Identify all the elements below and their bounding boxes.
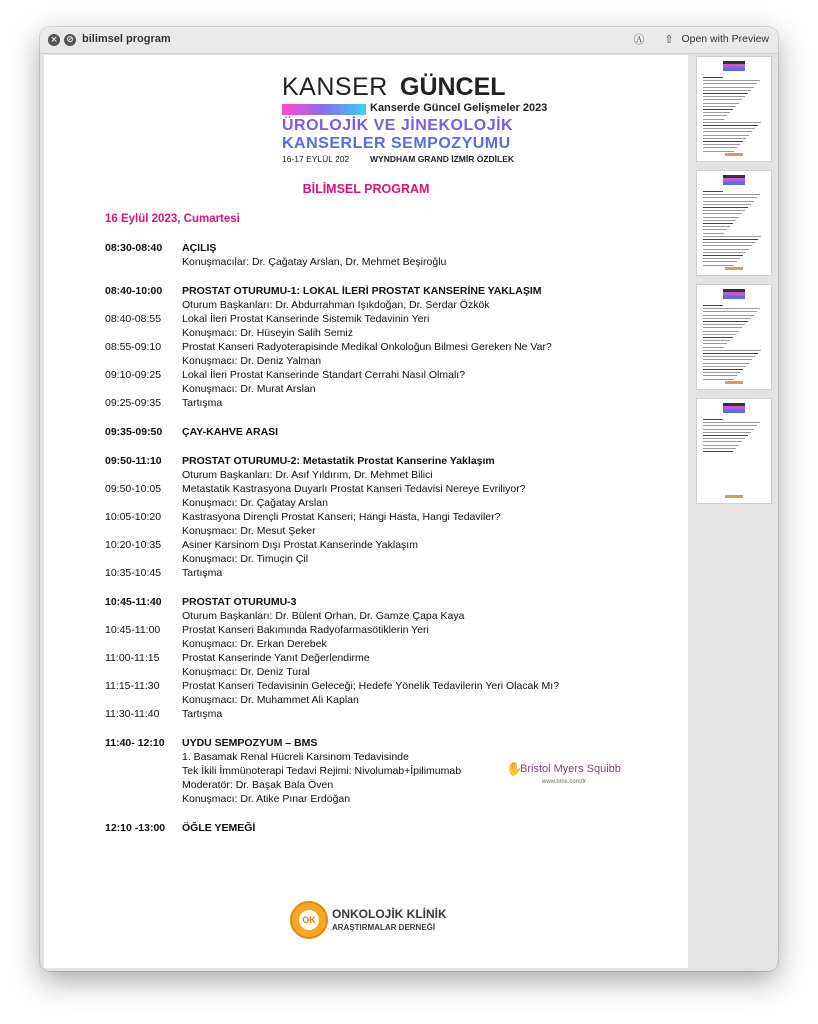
thumbnail-line	[703, 226, 730, 227]
logo-gradient-bar	[282, 104, 366, 115]
thumbnail-line	[703, 258, 740, 259]
schedule-time: 11:40- 12:10	[105, 737, 165, 749]
document-page[interactable]	[44, 55, 688, 968]
thumbnail-line	[703, 356, 755, 357]
thumbnail-line	[703, 337, 733, 338]
schedule-time: 10:45-11:40	[105, 596, 162, 608]
logo-venue: WYNDHAM GRAND İZMİR ÖZDİLEK	[370, 154, 515, 164]
schedule-time: 12:10 -13:00	[105, 822, 166, 834]
schedule-time: 08:55-09:10	[105, 341, 162, 353]
thumbnail-line	[703, 429, 754, 430]
schedule-time: 09:50-11:10	[105, 455, 162, 467]
logo-guncel: GÜNCEL	[400, 73, 506, 101]
thumbnail-line	[703, 131, 752, 132]
thumbnail-line	[703, 128, 755, 129]
thumbnail-line	[703, 213, 742, 214]
bms-name: Bristol Myers Squibb	[520, 763, 621, 775]
thumbnail-line	[703, 363, 749, 364]
schedule-text: Konuşmacı: Dr. Erkan Derebek	[182, 638, 327, 650]
schedule-text: Lokal İleri Prostat Kanserinde Sistemik Tedavinin Yeri	[182, 313, 430, 325]
thumbnail-footer-logo	[725, 381, 743, 384]
okad-line1: ONKOLOJİK KLİNİK	[332, 907, 447, 921]
thumbnail-line	[703, 353, 758, 354]
thumbnail-line	[703, 438, 745, 439]
okad-seal-text: OK	[299, 910, 319, 930]
thumbnail-line	[703, 451, 733, 452]
schedule-session-title: ÇAY-KAHVE ARASI	[182, 426, 279, 438]
schedule-time: 09:35-09:50	[105, 426, 163, 438]
thumbnail-line	[703, 122, 761, 123]
logo-line1: ÜROLOJİK VE JİNEKOLOJİK	[282, 117, 514, 134]
thumbnail-line	[703, 99, 742, 100]
schedule-text: Konuşmacı: Dr. Timuçin Çil	[182, 553, 309, 565]
thumbnail-line	[703, 265, 734, 266]
thumbnail-line	[703, 236, 761, 237]
schedule-text: 1. Basamak Renal Hücreli Karsinom Tedavisinde	[182, 751, 409, 763]
open-with-preview-button[interactable]: Open with Preview	[681, 33, 769, 45]
thumbnail-line	[703, 327, 742, 328]
bms-logo	[506, 761, 626, 791]
schedule-text: Prostat Kanseri Tedavisinin Geleceği; Hedefe Yönelik Tedavilerin Yeri Olacak Mı?	[182, 680, 560, 692]
page-thumbnail[interactable]	[697, 399, 771, 503]
program-title: BİLİMSEL PROGRAM	[302, 182, 430, 196]
thumbnail-line	[703, 147, 737, 148]
thumbnail-line	[703, 445, 739, 446]
schedule-session-title: AÇILIŞ	[182, 242, 217, 254]
thumbnail-logo	[723, 175, 745, 185]
thumbnail-line	[703, 109, 733, 110]
thumbnail-line	[703, 144, 740, 145]
schedule-time: 09:25-09:35	[105, 397, 162, 409]
thumbnail-line	[703, 96, 745, 97]
thumbnail-footer-logo	[725, 153, 743, 156]
thumbnail-line	[703, 425, 757, 426]
schedule-text: Tartışma	[182, 567, 223, 579]
schedule-text: Konuşmacı: Dr. Muhammet Ali Kaplan	[182, 694, 359, 706]
window-title: bilimsel program	[82, 33, 171, 45]
thumbnail-line	[703, 207, 748, 208]
logo-dates: 16-17 EYLÜL 202	[282, 154, 350, 164]
schedule-text: Tartışma	[182, 397, 223, 409]
schedule-text: Prostat Kanseri Radyoterapisinde Medikal Onkoloğun Bilmesi Gereken Ne Var?	[182, 341, 552, 353]
thumbnail-line	[703, 252, 746, 253]
thumbnail-line	[703, 210, 745, 211]
thumbnail-line	[703, 255, 743, 256]
share-icon[interactable]: ⇧	[664, 33, 674, 46]
preview-window	[40, 27, 778, 971]
thumbnail-line	[703, 249, 749, 250]
thumbnail-line	[703, 112, 730, 113]
page-thumbnail[interactable]	[697, 57, 771, 161]
thumbnail-line	[703, 191, 723, 192]
thumbnail-line	[703, 379, 734, 380]
schedule-text: Metastatik Kastrasyona Duyarlı Prostat Kanseri Tedavisi Nereye Evriliyor?	[182, 483, 526, 495]
logo-line2: KANSERLER SEMPOZYUMU	[282, 135, 511, 152]
schedule-text: Kastrasyona Dirençli Prostat Kanseri; Hangi Hasta, Hangi Tedaviler?	[182, 511, 501, 523]
thumbnail-line	[703, 441, 742, 442]
schedule-text: Konuşmacı: Dr. Hüseyin Salih Semiz	[182, 327, 353, 339]
thumbnail-line	[703, 324, 745, 325]
schedule-text: Oturum Başkanları: Dr. Abdurrahman Işıkdoğan, Dr. Serdar Özkök	[182, 299, 490, 311]
thumbnail-footer-logo	[725, 267, 743, 270]
okad-line2: ARAŞTIRMALAR DERNEĞİ	[332, 923, 436, 932]
thumbnail-line	[703, 372, 740, 373]
schedule-time: 08:40-10:00	[105, 285, 163, 297]
logo-kanser: KANSER	[282, 73, 388, 101]
schedule-text: Asiner Karsinom Dışı Prostat Kanserinde Yaklaşım	[182, 539, 418, 551]
markup-icon[interactable]: Ⓐ	[633, 33, 645, 46]
thumbnail-line	[703, 135, 749, 136]
thumbnail-line	[703, 448, 736, 449]
bms-url: www.bms.com/tr	[542, 779, 587, 785]
schedule-session-title: UYDU SEMPOZYUM – BMS	[182, 737, 318, 749]
thumbnail-line	[703, 125, 758, 126]
thumbnail-line	[703, 106, 736, 107]
thumbnail-line	[703, 340, 730, 341]
schedule-text: Prostat Kanserinde Yanıt Değerlendirme	[182, 652, 370, 664]
thumbnail-line	[703, 321, 748, 322]
thumbnail-line	[703, 93, 748, 94]
schedule-time: 11:00-11:15	[105, 652, 160, 664]
thumbnail-line	[703, 308, 760, 309]
schedule-text: Konuşmacı: Dr. Mesut Şeker	[182, 525, 316, 537]
minimize-icon[interactable]: ⊘	[64, 34, 76, 46]
schedule-time: 10:05-10:20	[105, 511, 162, 523]
thumbnail-line	[703, 233, 724, 234]
thumbnail-line	[703, 90, 751, 91]
thumbnail-line	[703, 217, 739, 218]
thumbnail-line	[703, 366, 746, 367]
schedule-time: 09:50-10:05	[105, 483, 162, 495]
thumbnail-footer-logo	[725, 495, 743, 498]
schedule-session-title: PROSTAT OTURUMU-3	[182, 596, 297, 608]
thumbnail-line	[703, 347, 724, 348]
thumbnail-line	[703, 220, 736, 221]
thumbnail-line	[703, 261, 737, 262]
schedule-text: Lokal İleri Prostat Kanserinde Standart Cerrahi Nasıl Olmalı?	[182, 369, 466, 381]
thumbnail-line	[703, 138, 746, 139]
thumbnail-line	[703, 245, 752, 246]
schedule-time: 11:15-11:30	[105, 680, 160, 692]
schedule-text: Tek İkili İmmünoterapi Tedavi Rejimi: Nivolumab+İpilimumab	[182, 765, 462, 777]
schedule-text: Konuşmacı: Dr. Murat Arslan	[182, 383, 316, 395]
thumbnail-logo	[723, 61, 745, 71]
thumbnail-line	[703, 87, 754, 88]
schedule-time: 11:30-11:40	[105, 708, 160, 720]
thumbnail-line	[703, 119, 724, 120]
thumbnail-line	[703, 229, 727, 230]
thumbnail-sidebar[interactable]	[696, 55, 774, 968]
schedule-text: Konuşmacı: Dr. Çağatay Arslan	[182, 497, 328, 509]
thumbnail-line	[703, 204, 751, 205]
thumbnail-line	[703, 422, 760, 423]
bms-hand-icon: ✋	[506, 762, 523, 777]
schedule-session-title: PROSTAT OTURUMU-1: LOKAL İLERİ PROSTAT KANSERİNE YAKLAŞIM	[182, 285, 542, 297]
thumbnail-line	[703, 334, 736, 335]
thumbnail-line	[703, 318, 751, 319]
thumbnail-line	[703, 223, 733, 224]
schedule-time: 10:45-11:00	[105, 624, 161, 636]
thumbnail-line	[703, 375, 737, 376]
kanser-guncel-logo	[282, 73, 548, 164]
thumbnail-line	[703, 311, 757, 312]
thumbnail-line	[703, 419, 723, 420]
thumbnail-line	[703, 305, 723, 306]
thumbnail-line	[703, 141, 743, 142]
thumbnail-line	[703, 432, 751, 433]
okad-seal-icon	[290, 901, 328, 939]
thumbnail-line	[703, 103, 739, 104]
thumbnail-line	[703, 194, 760, 195]
schedule-text: Konuşmacı: Dr. Deniz Tural	[182, 666, 310, 678]
schedule-text: Moderatör: Dr. Başak Bala Öven	[182, 779, 334, 791]
thumbnail-line	[703, 201, 754, 202]
thumbnail-line	[703, 197, 757, 198]
schedule-text: Oturum Başkanları: Dr. Bülent Orhan, Dr. Gamze Çapa Kaya	[182, 610, 465, 622]
close-icon[interactable]: ×	[48, 34, 60, 46]
thumbnail-line	[703, 77, 723, 78]
thumbnail-line	[703, 331, 739, 332]
thumbnail-line	[703, 115, 727, 116]
thumbnail-line	[703, 359, 752, 360]
thumbnail-line	[703, 343, 727, 344]
logo-subtitle: Kanserde Güncel Gelişmeler 2023	[370, 102, 548, 114]
schedule-time: 10:35-10:45	[105, 567, 162, 579]
thumbnail-line	[703, 350, 761, 351]
schedule-text: Tartışma	[182, 708, 223, 720]
thumbnail-line	[703, 242, 755, 243]
schedule-time: 09:10-09:25	[105, 369, 162, 381]
thumbnail-line	[703, 80, 760, 81]
page-thumbnail[interactable]	[697, 285, 771, 389]
thumbnail-line	[703, 315, 754, 316]
schedule-text: Konuşmacılar: Dr. Çağatay Arslan, Dr. Mehmet Beşiroğlu	[182, 256, 447, 268]
schedule-text: Konuşmacı: Dr. Atike Pınar Erdoğan	[182, 793, 351, 805]
program-date: 16 Eylül 2023, Cumartesi	[105, 213, 240, 225]
thumbnail-line	[703, 435, 748, 436]
okad-logo	[290, 899, 450, 943]
thumbnail-line	[703, 369, 743, 370]
thumbnail-line	[703, 239, 758, 240]
thumbnail-line	[703, 151, 734, 152]
schedule-text: Prostat Kanseri Bakımında Radyofarmasötiklerin Yeri	[182, 624, 429, 636]
schedule-time: 08:30-08:40	[105, 242, 163, 254]
page-thumbnail[interactable]	[697, 171, 771, 275]
schedule-time: 10:20-10:35	[105, 539, 162, 551]
thumbnail-line	[703, 83, 757, 84]
thumbnail-logo	[723, 289, 745, 299]
schedule-time: 08:40-08:55	[105, 313, 162, 325]
schedule-session-title: ÖĞLE YEMEĞİ	[182, 822, 256, 834]
thumbnail-logo	[723, 403, 745, 413]
schedule-text: Konuşmacı: Dr. Deniz Yalman	[182, 355, 322, 367]
schedule-session-title: PROSTAT OTURUMU-2: Metastatik Prostat Kanserine Yaklaşım	[182, 455, 495, 467]
title-bar	[40, 27, 778, 54]
schedule-text: Oturum Başkanları: Dr. Asıf Yıldırım, Dr. Mehmet Bilici	[182, 469, 433, 481]
